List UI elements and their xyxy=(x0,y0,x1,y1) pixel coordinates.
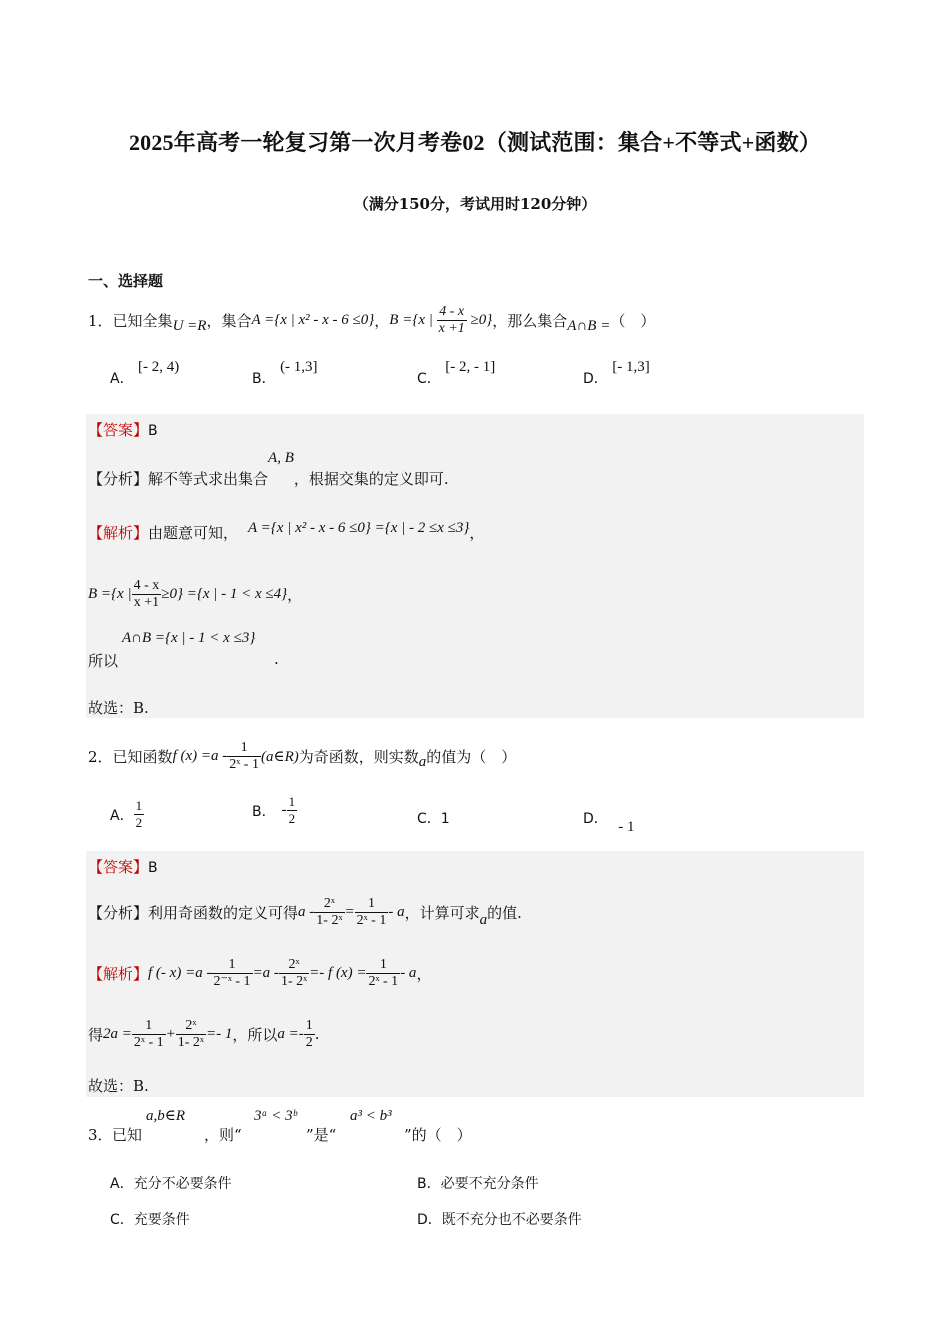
page-subtitle: （满分150分，考试用时120分钟） xyxy=(353,195,597,213)
section-heading: 一、选择题 xyxy=(88,272,164,290)
answer-line: 【答案】B xyxy=(88,421,158,439)
question-text: ，那么集合 xyxy=(492,311,568,330)
math-set-a: A ={x | x² - x - 6 ≤0} xyxy=(251,311,375,328)
math-intersection: A∩B = xyxy=(567,317,611,334)
question-number: 2． xyxy=(88,747,113,766)
question-2: 2． 已知函数 f (x) =a - $\frac{1}{\text{2ˣ - 1}}$ (a∈R) 为奇函数，则实数 a 的值为（ ） xyxy=(88,739,517,772)
option-c[interactable]: C． [- 2, - 1] xyxy=(417,359,496,387)
question-text: ， xyxy=(374,311,390,330)
option-a[interactable]: A．充分不必要条件 xyxy=(110,1176,232,1192)
answer-parens: （ ） xyxy=(610,311,656,330)
option-a[interactable]: A． $\frac{1}{2}$ xyxy=(110,798,143,830)
solution-line-2: B ={x | $\frac{4 - x}{x +1}$ ≥0} ={x | - 1 < x ≤4} ， xyxy=(88,577,303,610)
option-b[interactable]: B． - $\frac{1}{2}$ xyxy=(252,794,296,826)
question-3: 3． 已知 a,b∈R ，则“ 3ᵃ < 3ᵇ ”是“ a³ < b³ ”的（ ） xyxy=(88,1108,472,1144)
question-number: 1． xyxy=(88,311,113,330)
page-title: 2025年高考一轮复习第一次月考卷02（测试范围：集合+不等式+函数） xyxy=(128,130,822,155)
math-universal-set: U =R xyxy=(172,317,207,334)
option-b[interactable]: B．必要不充分条件 xyxy=(417,1176,539,1192)
option-a[interactable]: A． [- 2, 4) xyxy=(110,359,180,387)
option-d[interactable]: D． [- 1,3] xyxy=(583,359,650,387)
question-text: 已知函数 xyxy=(112,747,173,766)
option-c[interactable]: C．1 xyxy=(417,811,450,827)
question-text: ，集合 xyxy=(206,311,252,330)
analysis-line: 【分析】 利用奇函数的定义可得 a - $\frac{\text{2ˣ}}{\text{1- 2ˣ}}$ = $\frac{1}{\text{2ˣ - 1}}$ - a ，计算可求 a 的值. xyxy=(88,895,522,928)
choose-line: 故选：B. xyxy=(88,699,149,717)
option-d[interactable]: D．既不充分也不必要条件 xyxy=(417,1212,582,1228)
option-c[interactable]: C．充要条件 xyxy=(110,1212,190,1228)
question-text: 的值为（ ） xyxy=(426,747,517,766)
solution-line-2: 得 2a = $\frac{1}{\text{2ˣ - 1}}$ + $\frac{\text{2ˣ}}{\text{1- 2ˣ}}$ =- 1 ，所以 a =- $\frac{1}{2}$ . xyxy=(88,1017,320,1050)
solution-line-1: 【解析】 f (- x) =a - $\frac{1}{\text{2⁻ˣ - 1}}$ =a - $\frac{\text{2ˣ}}{\text{1- 2ˣ}}$ =- f (x) = $\frac{1}{\text{2ˣ - 1}}$ - a ， xyxy=(88,956,432,989)
option-b[interactable]: B． (- 1,3] xyxy=(252,359,318,387)
choose-line: 故选：B. xyxy=(88,1077,149,1095)
option-d[interactable]: D． - 1 xyxy=(583,811,635,835)
question-text: 为奇函数，则实数 xyxy=(298,747,419,766)
answer-line: 【答案】B xyxy=(88,858,158,876)
math-set-b: B ={x | $\frac{4 - x}{x +1}$ ≥0} xyxy=(389,303,493,336)
question-text: 已知全集 xyxy=(112,311,173,330)
question-1 xyxy=(88,300,655,340)
analysis-line: 【分析】 解不等式求出集合 A, B ，根据交集的定义即可. xyxy=(88,450,449,488)
solution-line-1: 【解析】 由题意可知， A ={x | x² - x - 6 ≤0} ={x | - 2 ≤x ≤3} ， xyxy=(88,519,485,542)
